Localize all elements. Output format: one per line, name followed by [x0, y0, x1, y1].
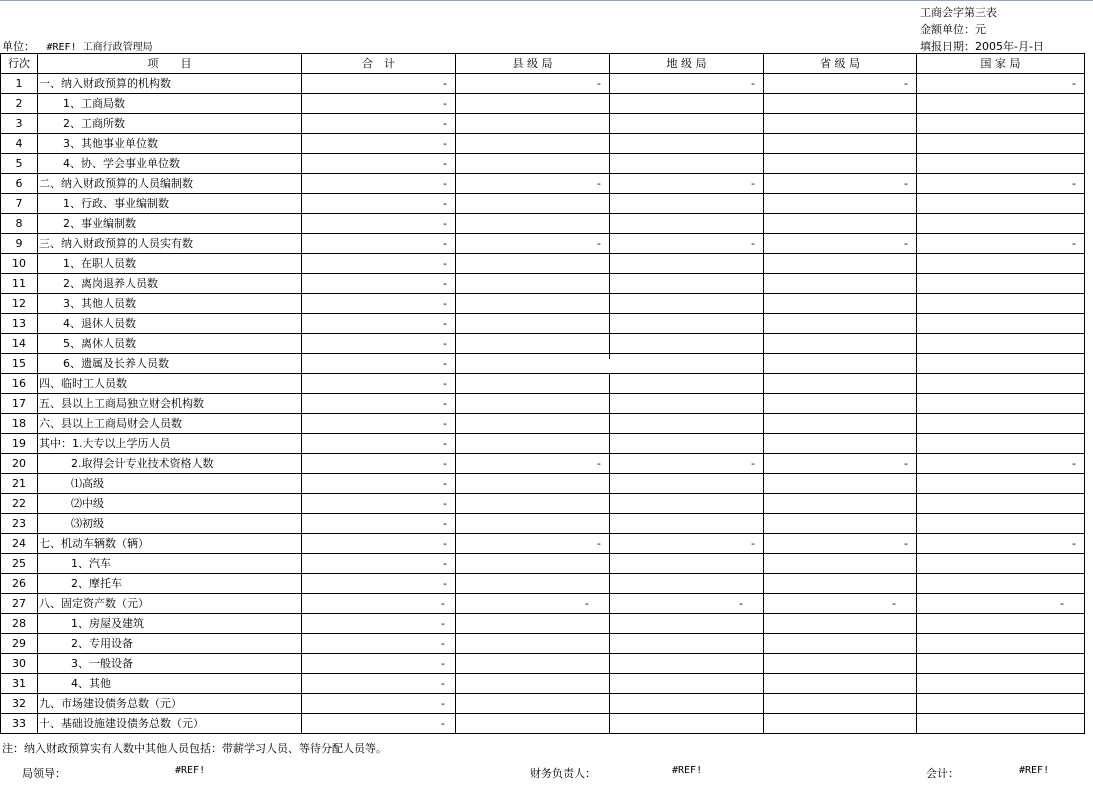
province-cell [764, 314, 917, 334]
county-cell [456, 434, 610, 454]
col-header-province: 省 级 局 [764, 54, 917, 74]
national-cell [917, 434, 1085, 454]
national-cell [917, 614, 1085, 634]
table-row [1, 574, 1085, 594]
col-header-prefecture: 地 级 局 [610, 54, 764, 74]
row-number-cell: 16 [1, 374, 38, 394]
province-cell [764, 434, 917, 454]
table-row [1, 74, 1085, 94]
national-cell: - [917, 234, 1085, 254]
item-cell: 1、工商局数 [38, 94, 302, 114]
county-cell: - [456, 74, 610, 94]
province-cell [764, 194, 917, 214]
county-cell [456, 714, 610, 734]
national-cell [917, 194, 1085, 214]
item-cell: 二、纳入财政预算的人员编制数 [38, 174, 302, 194]
prefecture-cell [610, 654, 764, 674]
province-cell [764, 514, 917, 534]
national-cell [917, 374, 1085, 394]
item-cell: 2、工商所数 [38, 114, 302, 134]
province-cell [764, 474, 917, 494]
province-cell [764, 674, 917, 694]
national-cell [917, 334, 1085, 354]
total-cell: - [302, 654, 456, 674]
total-cell: - [302, 114, 456, 134]
item-cell: 3、其他事业单位数 [38, 134, 302, 154]
item-cell: 2、专用设备 [38, 634, 302, 654]
total-cell: - [302, 134, 456, 154]
total-cell: - [302, 394, 456, 414]
finance-head-label: 财务负责人： [530, 767, 596, 780]
national-cell [917, 274, 1085, 294]
total-cell: - [302, 74, 456, 94]
fill-date: 填报日期：2005年-月-日 [920, 40, 1044, 53]
total-cell: - [302, 434, 456, 454]
item-cell: 四、临时工人员数 [38, 374, 302, 394]
row-number-cell: 29 [1, 634, 38, 654]
national-cell [917, 574, 1085, 594]
national-cell [917, 674, 1085, 694]
province-cell [764, 634, 917, 654]
county-cell [456, 114, 610, 134]
county-cell [456, 194, 610, 214]
province-cell [764, 154, 917, 174]
table-row [1, 214, 1085, 234]
county-cell [456, 294, 610, 314]
province-cell [764, 554, 917, 574]
item-cell: 1、行政、事业编制数 [38, 194, 302, 214]
item-cell: 三、纳入财政预算的人员实有数 [38, 234, 302, 254]
national-cell [917, 214, 1085, 234]
prefecture-cell: - [610, 174, 764, 194]
unit-label [2, 40, 153, 54]
prefecture-cell [610, 714, 764, 734]
bureau-head-value: #REF! [175, 765, 206, 776]
unit-label-text: 单位： [2, 40, 35, 53]
prefecture-cell [610, 274, 764, 294]
row-number-cell: 13 [1, 314, 38, 334]
national-cell [917, 714, 1085, 734]
prefecture-cell [610, 194, 764, 214]
county-cell [456, 574, 610, 594]
row-number-cell: 31 [1, 674, 38, 694]
prefecture-cell: - [610, 74, 764, 94]
county-cell [456, 134, 610, 154]
row-number-cell: 9 [1, 234, 38, 254]
province-cell [764, 94, 917, 114]
total-cell: - [302, 634, 456, 654]
prefecture-cell [610, 514, 764, 534]
unit-value: #REF! 工商行政管理局 [46, 42, 153, 53]
prefecture-cell [610, 374, 764, 394]
total-cell: - [302, 334, 456, 354]
national-cell [917, 134, 1085, 154]
total-cell: - [302, 494, 456, 514]
county-cell [456, 694, 610, 714]
table-row [1, 694, 1085, 714]
item-cell: ⑶初级 [38, 514, 302, 534]
prefecture-cell [610, 354, 764, 374]
table-row [1, 234, 1085, 254]
province-cell: - [764, 534, 917, 554]
rendering-gap [460, 359, 620, 373]
national-cell: - [917, 74, 1085, 94]
prefecture-cell [610, 474, 764, 494]
national-cell [917, 394, 1085, 414]
row-number-cell: 28 [1, 614, 38, 634]
row-number-cell: 15 [1, 354, 38, 374]
item-cell: 2、事业编制数 [38, 214, 302, 234]
table-row [1, 334, 1085, 354]
total-cell: - [302, 314, 456, 334]
item-cell: 2.取得会计专业技术资格人数 [38, 454, 302, 474]
table-row [1, 134, 1085, 154]
table-row [1, 674, 1085, 694]
table-row [1, 394, 1085, 414]
table-row [1, 194, 1085, 214]
item-cell: 五、县以上工商局独立财会机构数 [38, 394, 302, 414]
province-cell [764, 614, 917, 634]
total-cell: - [302, 274, 456, 294]
prefecture-cell [610, 634, 764, 654]
province-cell: - [764, 174, 917, 194]
table-row [1, 614, 1085, 634]
table-row [1, 554, 1085, 574]
row-number-cell: 19 [1, 434, 38, 454]
prefecture-cell [610, 494, 764, 514]
total-cell: - [302, 554, 456, 574]
county-cell [456, 634, 610, 654]
item-cell: 其中：1.大专以上学历人员 [38, 434, 302, 454]
row-number-cell: 24 [1, 534, 38, 554]
table-row [1, 174, 1085, 194]
total-cell: - [302, 414, 456, 434]
item-cell: 九、市场建设债务总数（元） [38, 694, 302, 714]
item-cell: 六、县以上工商局财会人员数 [38, 414, 302, 434]
row-number-cell: 12 [1, 294, 38, 314]
province-cell [764, 494, 917, 514]
table-row [1, 314, 1085, 334]
prefecture-cell [610, 314, 764, 334]
national-cell [917, 94, 1085, 114]
row-number-cell: 8 [1, 214, 38, 234]
province-cell [764, 714, 917, 734]
county-cell [456, 474, 610, 494]
county-cell [456, 374, 610, 394]
national-cell [917, 554, 1085, 574]
col-header-item: 项 目 [38, 54, 302, 74]
table-row [1, 254, 1085, 274]
item-cell: 2、离岗退养人员数 [38, 274, 302, 294]
prefecture-cell [610, 554, 764, 574]
county-cell: - [456, 174, 610, 194]
item-cell: 6、遗属及长养人员数 [38, 354, 302, 374]
item-cell: 2、摩托车 [38, 574, 302, 594]
county-cell [456, 674, 610, 694]
row-number-cell: 4 [1, 134, 38, 154]
prefecture-cell [610, 334, 764, 354]
total-cell: - [302, 614, 456, 634]
county-cell [456, 254, 610, 274]
row-number-cell: 17 [1, 394, 38, 414]
prefecture-cell [610, 674, 764, 694]
accountant-label: 会计： [926, 767, 959, 780]
province-cell: - [764, 454, 917, 474]
item-cell: 一、纳入财政预算的机构数 [38, 74, 302, 94]
prefecture-cell [610, 214, 764, 234]
row-number-cell: 32 [1, 694, 38, 714]
county-cell [456, 154, 610, 174]
province-cell [764, 654, 917, 674]
total-cell: - [302, 194, 456, 214]
national-cell [917, 114, 1085, 134]
province-cell [764, 334, 917, 354]
total-cell: - [302, 94, 456, 114]
national-cell: - [917, 174, 1085, 194]
table-row [1, 414, 1085, 434]
table-row [1, 594, 1085, 614]
total-cell: - [302, 454, 456, 474]
prefecture-cell [610, 394, 764, 414]
row-number-cell: 5 [1, 154, 38, 174]
total-cell: - [302, 674, 456, 694]
prefecture-cell [610, 694, 764, 714]
item-cell: 4、其他 [38, 674, 302, 694]
row-number-cell: 11 [1, 274, 38, 294]
province-cell: - [764, 594, 917, 614]
total-cell: - [302, 514, 456, 534]
table-row [1, 374, 1085, 394]
bureau-head-label: 局领导： [22, 767, 66, 780]
national-cell [917, 294, 1085, 314]
prefecture-cell [610, 614, 764, 634]
row-number-cell: 33 [1, 714, 38, 734]
province-cell [764, 214, 917, 234]
total-cell: - [302, 174, 456, 194]
item-cell: 1、汽车 [38, 554, 302, 574]
item-cell: 3、其他人员数 [38, 294, 302, 314]
row-number-cell: 14 [1, 334, 38, 354]
county-cell: - [456, 234, 610, 254]
total-cell: - [302, 594, 456, 614]
item-cell: 4、退休人员数 [38, 314, 302, 334]
province-cell: - [764, 74, 917, 94]
row-number-cell: 23 [1, 514, 38, 534]
total-cell: - [302, 214, 456, 234]
currency-unit: 金额单位：元 [920, 23, 986, 36]
province-cell [764, 134, 917, 154]
total-cell: - [302, 354, 456, 374]
footnote: 注：纳入财政预算实有人数中其他人员包括：带薪学习人员、等待分配人员等。 [2, 742, 387, 755]
national-cell: - [917, 594, 1085, 614]
national-cell [917, 694, 1085, 714]
county-cell [456, 274, 610, 294]
form-number: 工商会字第三表 [920, 6, 997, 19]
national-cell [917, 154, 1085, 174]
national-cell [917, 414, 1085, 434]
row-number-cell: 25 [1, 554, 38, 574]
county-cell [456, 494, 610, 514]
finance-head-value: #REF! [672, 765, 703, 776]
table-row [1, 274, 1085, 294]
col-header-total: 合 计 [302, 54, 456, 74]
row-number-cell: 20 [1, 454, 38, 474]
table-row [1, 454, 1085, 474]
table-row [1, 294, 1085, 314]
top-border-line [0, 0, 1093, 1]
item-cell: 5、离休人员数 [38, 334, 302, 354]
report-table [0, 53, 1085, 734]
county-cell [456, 554, 610, 574]
table-row [1, 114, 1085, 134]
table-row [1, 94, 1085, 114]
prefecture-cell [610, 134, 764, 154]
county-cell [456, 654, 610, 674]
total-cell: - [302, 154, 456, 174]
total-cell: - [302, 374, 456, 394]
county-cell: - [456, 454, 610, 474]
national-cell: - [917, 534, 1085, 554]
item-cell: 1、在职人员数 [38, 254, 302, 274]
row-number-cell: 3 [1, 114, 38, 134]
accountant-value: #REF! [1019, 765, 1050, 776]
province-cell [764, 274, 917, 294]
row-number-cell: 1 [1, 74, 38, 94]
province-cell [764, 394, 917, 414]
national-cell: - [917, 454, 1085, 474]
row-number-cell: 22 [1, 494, 38, 514]
table-row [1, 474, 1085, 494]
national-cell [917, 514, 1085, 534]
prefecture-cell [610, 154, 764, 174]
province-cell [764, 354, 917, 374]
province-cell [764, 254, 917, 274]
col-header-row-no: 行次 [1, 54, 38, 74]
prefecture-cell [610, 434, 764, 454]
province-cell [764, 374, 917, 394]
prefecture-cell [610, 114, 764, 134]
row-number-cell: 27 [1, 594, 38, 614]
province-cell [764, 294, 917, 314]
prefecture-cell [610, 294, 764, 314]
item-cell: 1、房屋及建筑 [38, 614, 302, 634]
total-cell: - [302, 534, 456, 554]
item-cell: ⑴高级 [38, 474, 302, 494]
province-cell: - [764, 234, 917, 254]
county-cell: - [456, 594, 610, 614]
prefecture-cell: - [610, 454, 764, 474]
table-row [1, 534, 1085, 554]
row-number-cell: 26 [1, 574, 38, 594]
table-row [1, 154, 1085, 174]
county-cell [456, 334, 610, 354]
table-row [1, 514, 1085, 534]
county-cell: - [456, 534, 610, 554]
total-cell: - [302, 714, 456, 734]
row-number-cell: 10 [1, 254, 38, 274]
county-cell [456, 214, 610, 234]
county-cell [456, 394, 610, 414]
table-header-row [1, 54, 1085, 74]
item-cell: 八、固定资产数（元） [38, 594, 302, 614]
national-cell [917, 314, 1085, 334]
row-number-cell: 7 [1, 194, 38, 214]
total-cell: - [302, 694, 456, 714]
county-cell [456, 514, 610, 534]
row-number-cell: 2 [1, 94, 38, 114]
row-number-cell: 18 [1, 414, 38, 434]
total-cell: - [302, 574, 456, 594]
item-cell: 3、一般设备 [38, 654, 302, 674]
row-number-cell: 21 [1, 474, 38, 494]
total-cell: - [302, 254, 456, 274]
table-row [1, 434, 1085, 454]
total-cell: - [302, 234, 456, 254]
prefecture-cell: - [610, 234, 764, 254]
item-cell: 七、机动车辆数（辆） [38, 534, 302, 554]
row-number-cell: 6 [1, 174, 38, 194]
county-cell [456, 94, 610, 114]
item-cell: 十、基础设施建设债务总数（元） [38, 714, 302, 734]
table-row [1, 494, 1085, 514]
total-cell: - [302, 294, 456, 314]
table-row [1, 654, 1085, 674]
national-cell [917, 654, 1085, 674]
province-cell [764, 574, 917, 594]
prefecture-cell: - [610, 534, 764, 554]
prefecture-cell [610, 414, 764, 434]
national-cell [917, 254, 1085, 274]
province-cell [764, 114, 917, 134]
county-cell [456, 414, 610, 434]
total-cell: - [302, 474, 456, 494]
province-cell [764, 414, 917, 434]
province-cell [764, 694, 917, 714]
col-header-national: 国 家 局 [917, 54, 1085, 74]
prefecture-cell: - [610, 594, 764, 614]
national-cell [917, 494, 1085, 514]
prefecture-cell [610, 254, 764, 274]
row-number-cell: 30 [1, 654, 38, 674]
national-cell [917, 474, 1085, 494]
table-row [1, 634, 1085, 654]
item-cell: ⑵中级 [38, 494, 302, 514]
col-header-county: 县 级 局 [456, 54, 610, 74]
national-cell [917, 634, 1085, 654]
national-cell [917, 354, 1085, 374]
prefecture-cell [610, 574, 764, 594]
table-row [1, 714, 1085, 734]
item-cell: 4、协、学会事业单位数 [38, 154, 302, 174]
county-cell [456, 614, 610, 634]
county-cell [456, 314, 610, 334]
prefecture-cell [610, 94, 764, 114]
